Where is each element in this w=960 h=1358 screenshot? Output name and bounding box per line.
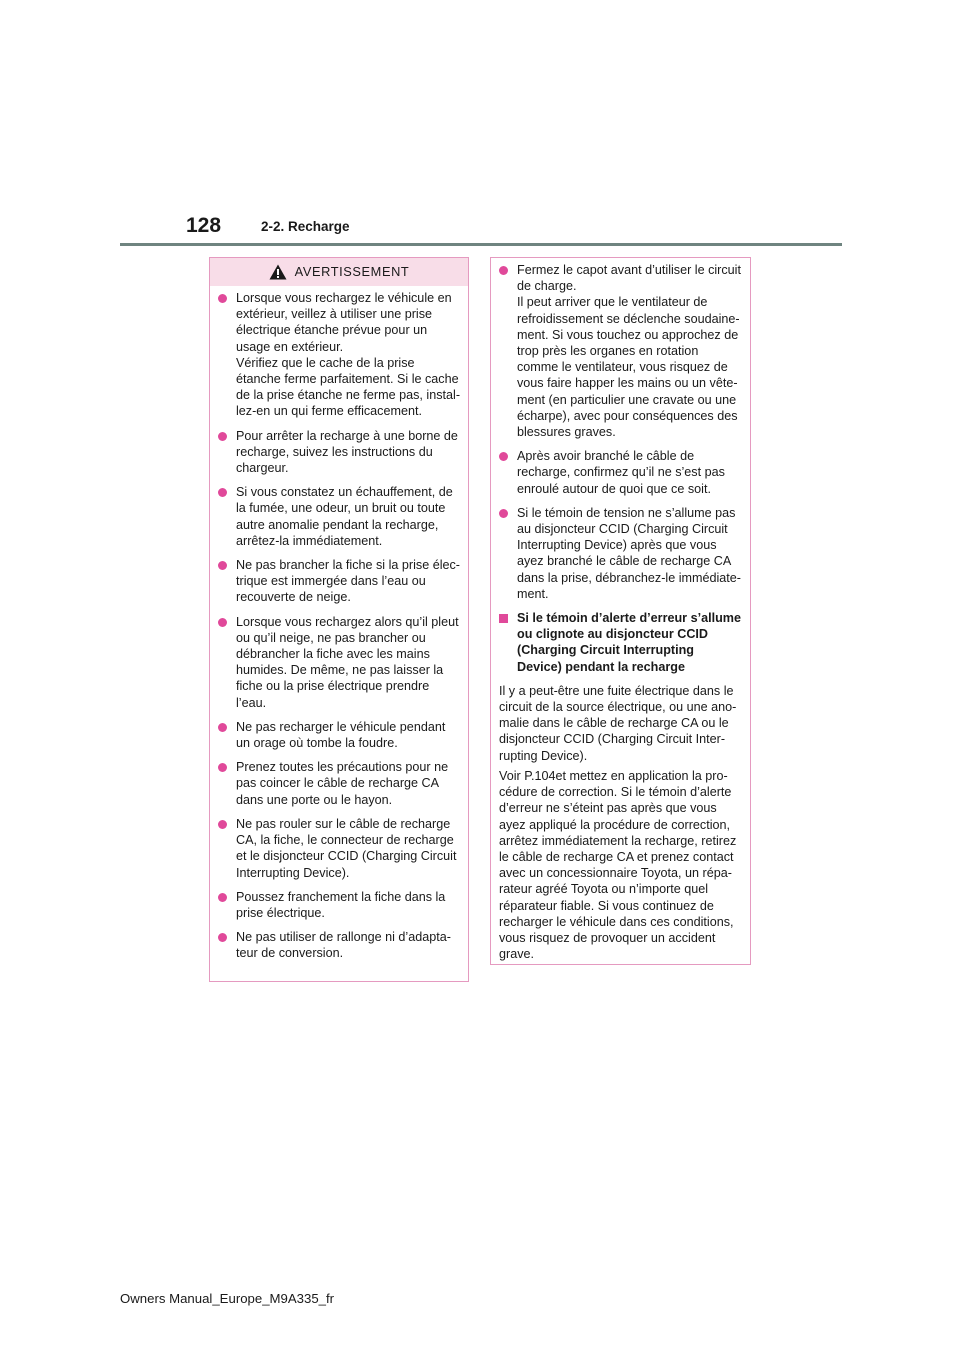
warning-item-text: Si vous constatez un échauffement, de la fumée, une odeur, un bruit ou toute autre anomalie pendant la recharge, arrêtez-la immédiatement. <box>236 485 453 548</box>
warning-item <box>499 448 742 497</box>
bullet-icon <box>218 933 227 942</box>
warning-item <box>499 262 742 440</box>
bullet-icon <box>218 763 227 772</box>
warning-item <box>218 428 460 477</box>
warning-item <box>218 719 460 751</box>
section-title: 2-2. Recharge <box>261 219 350 234</box>
warning-item-text: Lorsque vous rechargez le véhicule en extérieur, veillez à utiliser une prise électrique étanche prévue pour un usage en extérieur. Vérifiez que le cache de la prise étanche ferme parfaitement. Si le cache de la prise étanche ne ferme pas, instal- lez-en un qui ferme efficacement. <box>236 291 461 419</box>
bullet-icon <box>218 432 227 441</box>
warning-header <box>210 258 468 286</box>
subsection <box>499 610 742 675</box>
warning-list-left <box>218 290 460 962</box>
warning-item-text: Pour arrêter la recharge à une borne de recharge, suivez les instructions du chargeur. <box>236 428 458 476</box>
bullet-icon <box>499 452 508 461</box>
warning-list-right <box>499 262 742 602</box>
bullet-icon <box>218 488 227 497</box>
warning-item <box>218 929 460 961</box>
warning-item-text: Ne pas brancher la fiche si la prise élec- trique est immergée dans l’eau ou recouverte de neige. <box>236 558 460 605</box>
subsection-heading: Si le témoin d’alerte d’erreur s’allume ou clignote au disjoncteur CCID (Charging Circuit Interrupting Device) pendant la recharge <box>517 611 741 674</box>
warning-item <box>218 614 460 711</box>
warning-box-left <box>209 257 469 982</box>
bullet-icon <box>218 561 227 570</box>
footer-text: Owners Manual_Europe_M9A335_fr <box>120 1291 335 1306</box>
bullet-icon <box>218 723 227 732</box>
square-bullet-icon <box>499 614 508 623</box>
warning-triangle-icon <box>269 264 287 280</box>
warning-item <box>218 759 460 808</box>
warning-item-text: Si le témoin de tension ne s’allume pas au disjoncteur CCID (Charging Circuit Interrupting Device) après que vous ayez branché le câble de recharge CA dans la prise, débranchez-le immédiate- ment. <box>517 505 742 601</box>
warning-item <box>218 889 460 921</box>
header-rule <box>120 243 842 246</box>
warning-item <box>218 816 460 881</box>
warning-item <box>499 505 742 602</box>
warning-item <box>218 484 460 549</box>
subsection-paragraph-2: Voir P.104et mettez en application la pro- cédure de correction. Si le témoin d’alerte d’erreur ne s’éteint pas après que vous ayez appliqué la procédure de correction, arrêtez immédiatement la recharge, retirez le câble de recharge CA et prenez contact avec un concessionnaire Toyota, un répa- rateur agréé Toyota ou n’importe quel réparateur fiable. Si vous continuez de recharger le véhicule dans ces conditions, vous risquez de provoquer un accident grave. <box>499 768 737 962</box>
warning-item <box>218 290 460 420</box>
bullet-icon <box>218 294 227 303</box>
warning-item-text: Ne pas rouler sur le câble de recharge CA, la fiche, le connecteur de recharge et le disjoncteur CCID (Charging Circuit Interrupting Device). <box>236 816 457 880</box>
warning-item <box>218 557 460 606</box>
bullet-icon <box>218 893 227 902</box>
warning-title: AVERTISSEMENT <box>294 263 410 279</box>
bullet-icon <box>218 618 227 627</box>
warning-item-text: Ne pas utiliser de rallonge ni d’adapta- teur de conversion. <box>236 930 451 961</box>
page-number: 128 <box>186 214 222 237</box>
warning-item-text: Ne pas recharger le véhicule pendant un orage où tombe la foudre. <box>236 719 446 751</box>
warning-item-text: Après avoir branché le câble de recharge, confirmez qu’il ne s’est pas enroulé autour de quoi que ce soit. <box>517 449 725 496</box>
warning-item-text: Lorsque vous rechargez alors qu’il pleut ou qu’il neige, ne pas brancher ou débrancher la fiche avec les mains humides. De même, ne pas laisser la fiche ou la prise électrique prendre l’eau. <box>236 614 459 710</box>
warning-box-right <box>490 257 751 965</box>
bullet-icon <box>218 820 227 829</box>
subsection-paragraph-1: Il y a peut-être une fuite électrique dans le circuit de la source électrique, ou une ano- malie dans le câble de recharge CA ou le disjoncteur CCID (Charging Circuit Inter- rupting Device). <box>499 683 737 763</box>
warning-item-text: Prenez toutes les précautions pour ne pas coincer le câble de recharge CA dans une porte ou le hayon. <box>236 760 449 807</box>
bullet-icon <box>499 266 508 275</box>
bullet-icon <box>499 509 508 518</box>
warning-item-text: Fermez le capot avant d’utiliser le circuit de charge. Il peut arriver que le ventilateur de refroidissement se déclenche soudaine- ment. Si vous touchez ou approchez de trop près les organes en rotation comme le ventilateur, vous risquez de vous faire happer les mains ou un vête- ment (en particulier une cravate ou une écharpe), avec pour conséquences des blessures graves. <box>517 263 741 440</box>
warning-item-text: Poussez franchement la fiche dans la prise électrique. <box>236 889 446 920</box>
